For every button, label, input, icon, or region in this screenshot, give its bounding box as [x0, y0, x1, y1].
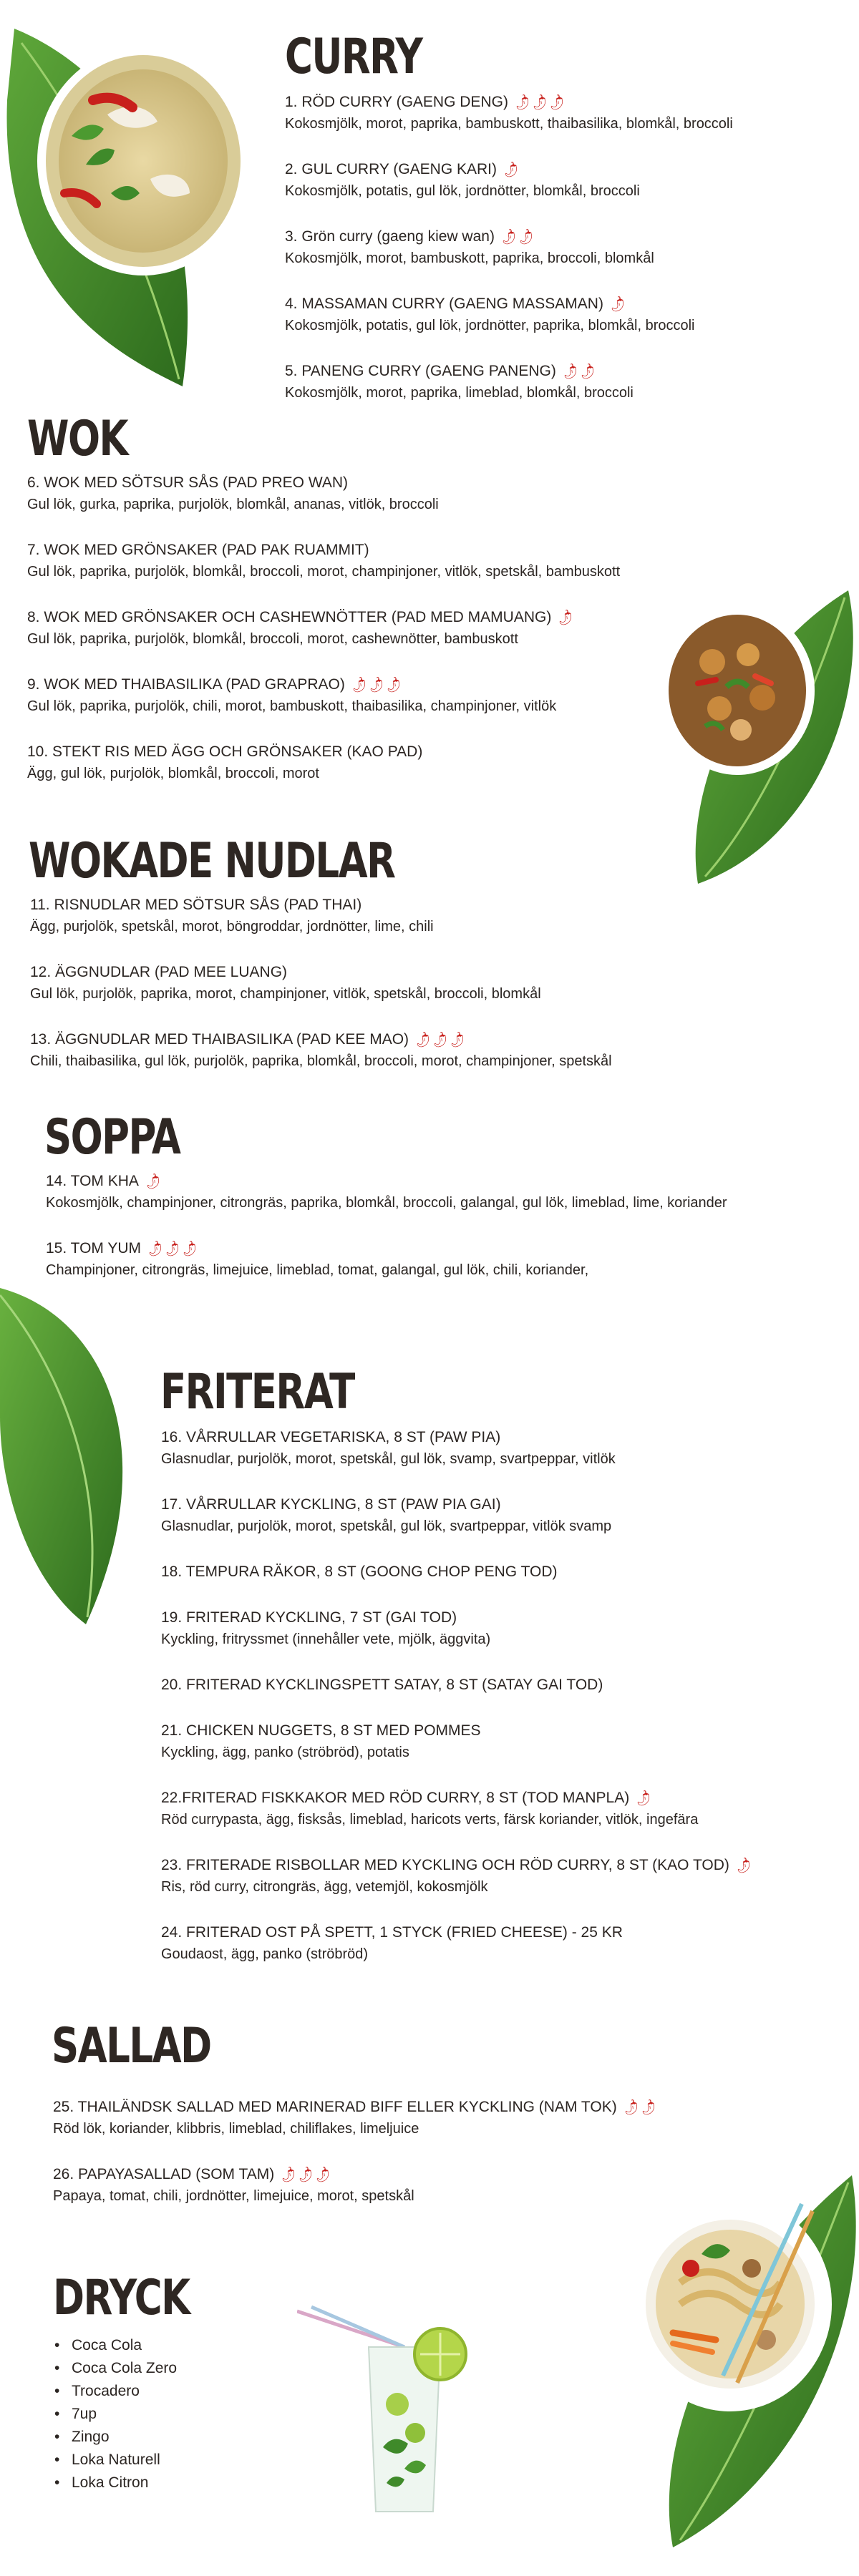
menu-item	[27, 472, 671, 515]
chili-icon: 🌶🌶🌶	[144, 1238, 200, 1259]
wok-items	[27, 472, 671, 809]
chili-icon: 🌶	[555, 607, 577, 628]
menu-item-description: Glasnudlar, purjolök, morot, spetskål, gul lök, svamp, svartpeppar, vitlök	[161, 1451, 616, 1467]
menu-item	[30, 1029, 817, 1072]
menu-item-name: 7. WOK MED GRÖNSAKER (PAD PAK RUAMMIT)	[27, 542, 369, 558]
menu-item-description: Kokosmjölk, morot, paprika, bambuskott, thaibasilika, blomkål, broccoli	[285, 116, 733, 132]
drink-item: • Trocadero	[53, 2380, 177, 2403]
menu-item	[161, 1561, 848, 1583]
chili-icon: 🌶🌶	[620, 2097, 659, 2118]
menu-item-name: 26. PAPAYASALLAD (SOM TAM) 🌶🌶🌶	[53, 2164, 334, 2185]
menu-item	[161, 1720, 848, 1763]
menu-item-description: Röd currypasta, ägg, fisksås, limeblad, haricots verts, färsk koriander, vitlök, ingefära	[161, 1812, 699, 1828]
menu-item	[53, 2097, 769, 2140]
section-title-soppa: SOPPA	[44, 1109, 180, 1166]
menu-item-name: 14. TOM KHA 🌶	[46, 1171, 164, 1192]
soppa-items	[46, 1171, 848, 1305]
chili-icon: 🌶🌶🌶	[412, 1029, 468, 1050]
menu-item	[285, 92, 850, 135]
menu-item-name: 15. TOM YUM 🌶🌶🌶	[46, 1238, 200, 1259]
menu-item	[285, 293, 850, 336]
side-leaf-image	[0, 1274, 150, 1631]
menu-item-description: Gul lök, purjolök, paprika, morot, champinjoner, vitlök, spetskål, broccoli, blomkål	[30, 986, 541, 1002]
menu-item-name: 21. CHICKEN NUGGETS, 8 ST MED POMMES	[161, 1722, 481, 1739]
menu-item	[285, 159, 850, 202]
menu-item-name: 10. STEKT RIS MED ÄGG OCH GRÖNSAKER (KAO PAD)	[27, 743, 423, 760]
menu-item	[161, 1674, 848, 1696]
chili-icon: 🌶	[142, 1171, 164, 1192]
menu-item	[27, 540, 671, 582]
menu-item-description: Kyckling, fritryssmet (innehåller vete, mjölk, äggvita)	[161, 1631, 491, 1647]
chili-icon: 🌶	[633, 1787, 655, 1809]
menu-item-description: Kokosmjölk, morot, bambuskott, paprika, broccoli, blomkål	[285, 250, 654, 266]
curry-bowl-image	[0, 14, 258, 401]
menu-item-name: 11. RISNUDLAR MED SÖTSUR SÅS (PAD THAI)	[30, 897, 362, 913]
nudlar-items	[30, 894, 817, 1096]
chili-icon: 🌶	[500, 159, 522, 180]
friterat-items	[161, 1427, 848, 1989]
menu-item	[27, 741, 671, 784]
menu-item	[161, 1494, 848, 1537]
menu-item-description: Kokosmjölk, morot, paprika, limeblad, blomkål, broccoli	[285, 385, 634, 401]
drink-item: • Zingo	[53, 2426, 177, 2449]
menu-item-name: 13. ÄGGNUDLAR MED THAIBASILIKA (PAD KEE MAO) 🌶🌶🌶	[30, 1029, 468, 1050]
menu-item	[161, 1922, 848, 1965]
menu-item	[30, 962, 817, 1005]
menu-item	[161, 1607, 848, 1650]
menu-item-description: Papaya, tomat, chili, jordnötter, limejuice, morot, spetskål	[53, 2188, 414, 2204]
menu-item-description: Kokosmjölk, potatis, gul lök, jordnötter, blomkål, broccoli	[285, 183, 640, 199]
menu-item	[161, 1855, 848, 1898]
menu-item	[285, 226, 850, 269]
section-title-wokade-nudlar: WOKADE NUDLAR	[29, 833, 395, 889]
leaf-icon	[0, 1288, 122, 1624]
section-title-dryck: DRYCK	[53, 2270, 190, 2326]
menu-item-description: Kokosmjölk, champinjoner, citrongräs, paprika, blomkål, broccoli, galangal, gul lök, limeblad, lime, koriander	[46, 1195, 727, 1211]
sallad-items	[53, 2097, 769, 2231]
menu-item	[161, 1427, 848, 1470]
drink-list	[53, 2334, 177, 2494]
menu-item-name: 2. GUL CURRY (GAENG KARI) 🌶	[285, 159, 522, 180]
menu-item-description: Röd lök, koriander, klibbris, limeblad, chiliflakes, limeljuice	[53, 2121, 419, 2137]
menu-item-name: 19. FRITERAD KYCKLING, 7 ST (GAI TOD)	[161, 1609, 457, 1626]
menu-item	[285, 361, 850, 404]
menu-item-name: 17. VÅRRULLAR KYCKLING, 8 ST (PAW PIA GAI)	[161, 1496, 501, 1513]
menu-item-name: 8. WOK MED GRÖNSAKER OCH CASHEWNÖTTER (PAD MED MAMUANG) 🌶	[27, 607, 577, 628]
menu-item-name: 5. PANENG CURRY (GAENG PANENG) 🌶🌶	[285, 361, 598, 382]
menu-item-description: Kyckling, ägg, panko (ströbröd), potatis	[161, 1745, 409, 1760]
chili-icon: 🌶🌶🌶	[278, 2164, 334, 2185]
menu-item-description: Gul lök, gurka, paprika, purjolök, blomkål, ananas, vitlök, broccoli	[27, 497, 439, 512]
section-title-friterat: FRITERAT	[160, 1364, 354, 1420]
menu-item-name: 1. RÖD CURRY (GAENG DENG) 🌶🌶🌶	[285, 92, 568, 113]
curry-items	[285, 92, 850, 428]
menu-item-description: Ägg, purjolök, spetskål, morot, böngroddar, jordnötter, lime, chili	[30, 919, 434, 935]
menu-item-description: Gul lök, paprika, purjolök, blomkål, broccoli, morot, cashewnötter, bambuskott	[27, 631, 518, 647]
drink-item: • 7up	[53, 2403, 177, 2426]
chili-icon: 🌶	[732, 1855, 754, 1876]
menu-item-description: Gul lök, paprika, purjolök, chili, morot, bambuskott, thaibasilika, champinjoner, vitlök	[27, 698, 557, 714]
drink-item: • Coca Cola Zero	[53, 2357, 177, 2380]
chili-icon: 🌶🌶🌶	[348, 674, 404, 696]
menu-item-description: Gul lök, paprika, purjolök, blomkål, broccoli, morot, champinjoner, vitlök, spetskål, bambuskott	[27, 564, 621, 580]
menu-item-name: 6. WOK MED SÖTSUR SÅS (PAD PREO WAN)	[27, 474, 349, 491]
menu-item-name: 16. VÅRRULLAR VEGETARISKA, 8 ST (PAW PIA)	[161, 1429, 501, 1445]
section-title-wok: WOK	[27, 411, 128, 467]
drink-item: • Coca Cola	[53, 2334, 177, 2357]
section-title-curry: CURRY	[285, 29, 422, 85]
menu-item-name: 18. TEMPURA RÄKOR, 8 ST (GOONG CHOP PENG TOD)	[161, 1563, 558, 1580]
wok-plate-image	[655, 583, 859, 891]
chili-icon: 🌶	[606, 293, 629, 315]
drink-item: • Loka Naturell	[53, 2449, 177, 2472]
menu-item	[46, 1171, 848, 1214]
menu-item-description: Ägg, gul lök, purjolök, blomkål, broccoli, morot	[27, 766, 319, 781]
menu-item-description: Champinjoner, citrongräs, limejuice, limeblad, tomat, galangal, gul lök, chili, koriander,	[46, 1262, 589, 1278]
menu-item-description: Goudaost, ägg, panko (ströbröd)	[161, 1946, 369, 1962]
drink-item: • Loka Citron	[53, 2472, 177, 2494]
menu-item	[161, 1787, 848, 1830]
menu-item	[53, 2164, 769, 2207]
menu-item-description: Chili, thaibasilika, gul lök, purjolök, paprika, blomkål, broccoli, morot, champinjoner, spetskål	[30, 1053, 612, 1069]
mojito-glass-image	[297, 2304, 483, 2519]
menu-item-name: 4. MASSAMAN CURRY (GAENG MASSAMAN) 🌶	[285, 293, 629, 315]
menu-item-name: 3. Grön curry (gaeng kiew wan) 🌶🌶	[285, 226, 537, 248]
menu-item	[30, 894, 817, 937]
chili-icon: 🌶🌶🌶	[511, 92, 568, 113]
menu-item	[27, 607, 671, 650]
menu-item-name: 20. FRITERAD KYCKLINGSPETT SATAY, 8 ST (SATAY GAI TOD)	[161, 1677, 603, 1693]
menu-item-name: 12. ÄGGNUDLAR (PAD MEE LUANG)	[30, 964, 288, 980]
chili-icon: 🌶🌶	[498, 226, 537, 248]
section-title-sallad: SALLAD	[52, 2018, 211, 2074]
menu-item-name: 24. FRITERAD OST PÅ SPETT, 1 STYCK (FRIED CHEESE) - 25 KR	[161, 1924, 623, 1941]
menu-item	[27, 674, 671, 717]
chili-icon: 🌶🌶	[559, 361, 598, 382]
menu-item-description: Glasnudlar, purjolök, morot, spetskål, gul lök, svartpeppar, vitlök svamp	[161, 1518, 612, 1534]
menu-item-name: 25. THAILÄNDSK SALLAD MED MARINERAD BIFF ELLER KYCKLING (NAM TOK) 🌶🌶	[53, 2097, 659, 2118]
menu-item-description: Ris, röd curry, citrongräs, ägg, vetemjöl, kokosmjölk	[161, 1879, 488, 1895]
menu-item-description: Kokosmjölk, potatis, gul lök, jordnötter, paprika, blomkål, broccoli	[285, 318, 695, 333]
menu-item-name: 9. WOK MED THAIBASILIKA (PAD GRAPRAO) 🌶🌶🌶	[27, 674, 404, 696]
menu-item-name: 23. FRITERADE RISBOLLAR MED KYCKLING OCH RÖD CURRY, 8 ST (KAO TOD) 🌶	[161, 1855, 754, 1876]
menu-item-name: 22.FRITERAD FISKKAKOR MED RÖD CURRY, 8 ST (TOD MANPLA) 🌶	[161, 1787, 655, 1809]
menu-item	[46, 1238, 848, 1281]
